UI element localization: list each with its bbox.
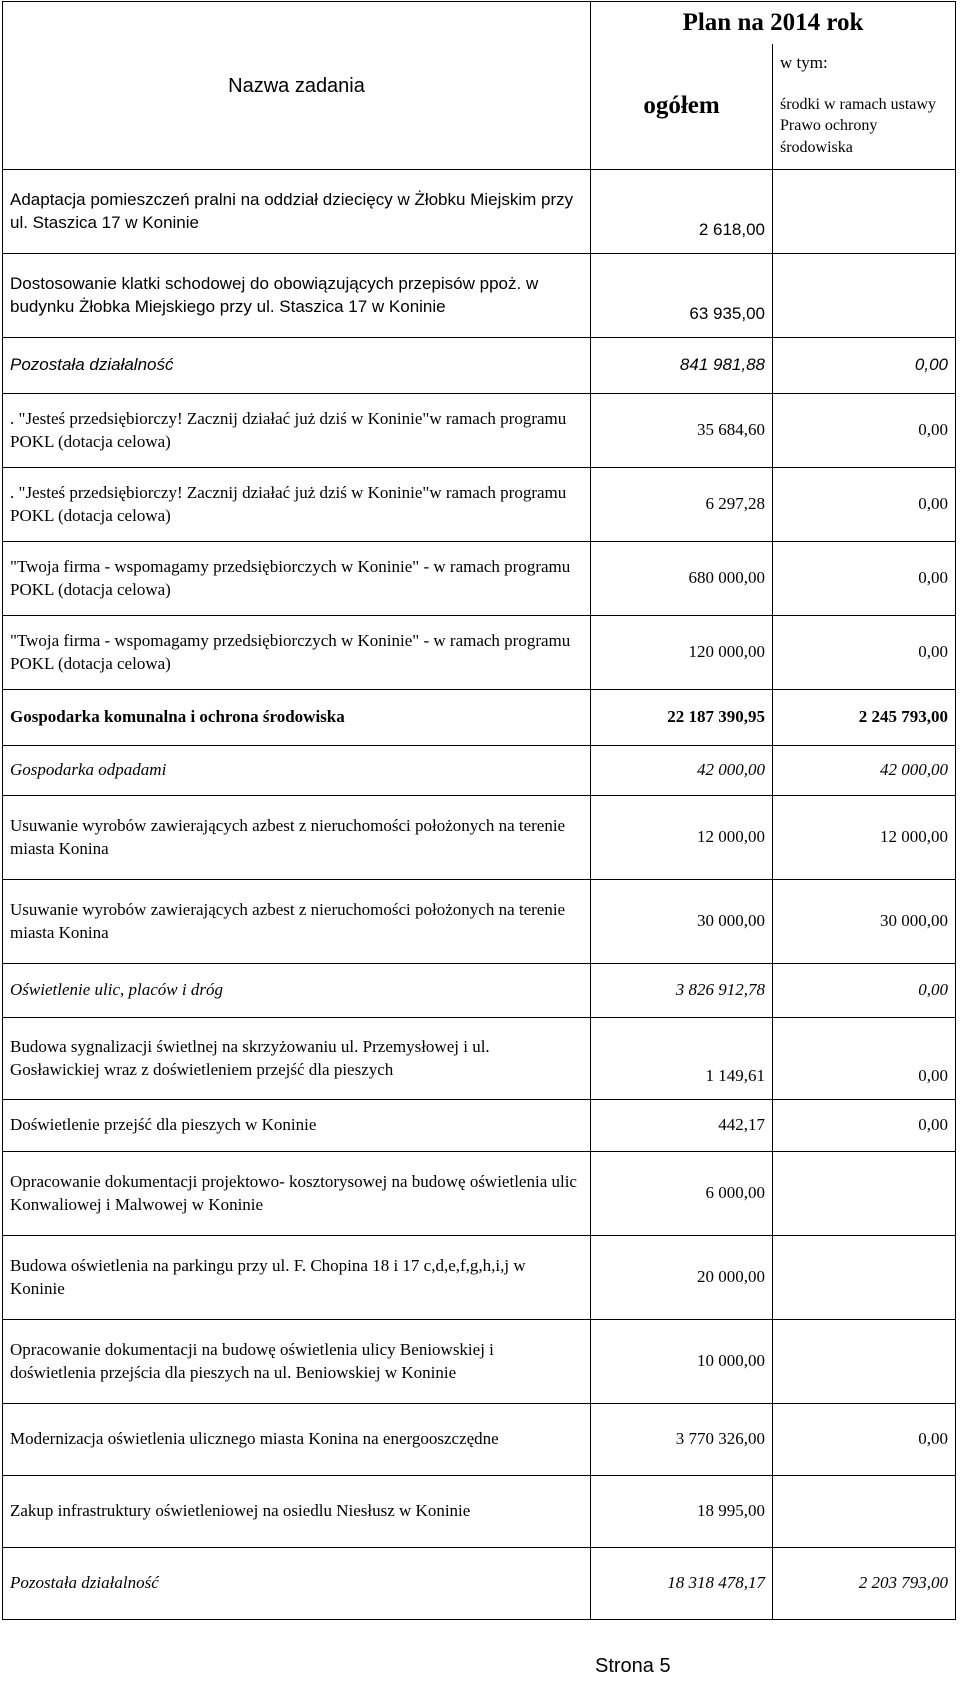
page-number: Strona 5 bbox=[595, 1655, 671, 1677]
table-row bbox=[3, 1476, 956, 1548]
row-funds bbox=[773, 170, 956, 254]
row-funds bbox=[773, 1476, 956, 1548]
row-funds: 0,00 bbox=[773, 1100, 956, 1152]
header-plan-title: Plan na 2014 rok bbox=[591, 2, 956, 44]
row-name: Budowa sygnalizacji świetlnej na skrzyżowaniu ul. Przemysłowej i ul. Gosławickiej wraz z doświetleniem przejść dla pieszych bbox=[3, 1018, 591, 1100]
row-total: 6 000,00 bbox=[591, 1152, 773, 1236]
row-name: Usuwanie wyrobów zawierających azbest z nieruchomości położonych na terenie miasta Konina bbox=[3, 880, 591, 964]
budget-table bbox=[2, 1, 956, 1620]
row-funds: 2 245 793,00 bbox=[773, 690, 956, 746]
row-name: Opracowanie dokumentacji projektowo- kosztorysowej na budowę oświetlenia ulic Konwaliowej i Malwowej w Koninie bbox=[3, 1152, 591, 1236]
table-row bbox=[3, 1100, 956, 1152]
table-row bbox=[3, 1320, 956, 1404]
row-funds: 42 000,00 bbox=[773, 746, 956, 796]
table-row bbox=[3, 254, 956, 338]
header-name bbox=[3, 2, 591, 170]
table-row bbox=[3, 964, 956, 1018]
table-row bbox=[3, 616, 956, 690]
row-funds: 0,00 bbox=[773, 1404, 956, 1476]
table-row bbox=[3, 1548, 956, 1620]
table-row bbox=[3, 542, 956, 616]
row-name: "Twoja firma - wspomagamy przedsiębiorczych w Koninie" - w ramach programu POKL (dotacja celowa) bbox=[3, 542, 591, 616]
row-total: 42 000,00 bbox=[591, 746, 773, 796]
row-funds: 12 000,00 bbox=[773, 796, 956, 880]
header-name-label: Nazwa zadania bbox=[228, 74, 365, 97]
row-name: . "Jesteś przedsiębiorczy! Zacznij działać już dziś w Koninie"w ramach programu POKL (dotacja celowa) bbox=[3, 468, 591, 542]
row-name: Dostosowanie klatki schodowej do obowiązujących przepisów ppoż. w budynku Żłobka Miejskiego przy ul. Staszica 17 w Koninie bbox=[3, 254, 591, 338]
row-total: 120 000,00 bbox=[591, 616, 773, 690]
row-name: Usuwanie wyrobów zawierających azbest z nieruchomości położonych na terenie miasta Konina bbox=[3, 796, 591, 880]
row-total: 20 000,00 bbox=[591, 1236, 773, 1320]
row-total: 30 000,00 bbox=[591, 880, 773, 964]
row-total: 680 000,00 bbox=[591, 542, 773, 616]
row-total: 10 000,00 bbox=[591, 1320, 773, 1404]
row-total: 3 826 912,78 bbox=[591, 964, 773, 1018]
row-name: Modernizacja oświetlenia ulicznego miasta Konina na energooszczędne bbox=[3, 1404, 591, 1476]
table-row bbox=[3, 746, 956, 796]
row-funds: 0,00 bbox=[773, 964, 956, 1018]
table-row bbox=[3, 1018, 956, 1100]
table-row bbox=[3, 1152, 956, 1236]
row-funds: 30 000,00 bbox=[773, 880, 956, 964]
row-funds bbox=[773, 1236, 956, 1320]
row-funds: 0,00 bbox=[773, 542, 956, 616]
row-name: Gospodarka odpadami bbox=[3, 746, 591, 796]
row-total: 12 000,00 bbox=[591, 796, 773, 880]
row-name: Budowa oświetlenia na parkingu przy ul. F. Chopina 18 i 17 c,d,e,f,g,h,i,j w Koninie bbox=[3, 1236, 591, 1320]
row-total: 1 149,61 bbox=[591, 1018, 773, 1100]
table-row bbox=[3, 338, 956, 394]
row-name: Gospodarka komunalna i ochrona środowiska bbox=[3, 690, 591, 746]
header-in-which: w tym: bbox=[773, 44, 956, 84]
header-total: ogółem bbox=[591, 44, 773, 170]
header-funds: środki w ramach ustawy Prawo ochrony środowiska bbox=[773, 84, 956, 170]
row-name: Pozostała działalność bbox=[3, 338, 591, 394]
row-total: 63 935,00 bbox=[591, 254, 773, 338]
table-row bbox=[3, 796, 956, 880]
row-name: Adaptacja pomieszczeń pralni na oddział dziecięcy w Żłobku Miejskim przy ul. Staszica 17 w Koninie bbox=[3, 170, 591, 254]
row-name: Zakup infrastruktury oświetleniowej na osiedlu Niesłusz w Koninie bbox=[3, 1476, 591, 1548]
row-total: 3 770 326,00 bbox=[591, 1404, 773, 1476]
row-funds bbox=[773, 1152, 956, 1236]
row-total: 841 981,88 bbox=[591, 338, 773, 394]
row-name: Oświetlenie ulic, placów i dróg bbox=[3, 964, 591, 1018]
table-row bbox=[3, 394, 956, 468]
table-row bbox=[3, 1404, 956, 1476]
row-funds: 2 203 793,00 bbox=[773, 1548, 956, 1620]
row-total: 18 318 478,17 bbox=[591, 1548, 773, 1620]
row-funds: 0,00 bbox=[773, 616, 956, 690]
table-row bbox=[3, 170, 956, 254]
row-total: 22 187 390,95 bbox=[591, 690, 773, 746]
row-total: 6 297,28 bbox=[591, 468, 773, 542]
table-row bbox=[3, 1236, 956, 1320]
row-name: . "Jesteś przedsiębiorczy! Zacznij działać już dziś w Koninie"w ramach programu POKL (dotacja celowa) bbox=[3, 394, 591, 468]
row-funds: 0,00 bbox=[773, 1018, 956, 1100]
row-funds bbox=[773, 1320, 956, 1404]
row-funds: 0,00 bbox=[773, 394, 956, 468]
row-name: "Twoja firma - wspomagamy przedsiębiorczych w Koninie" - w ramach programu POKL (dotacja celowa) bbox=[3, 616, 591, 690]
row-total: 18 995,00 bbox=[591, 1476, 773, 1548]
row-funds bbox=[773, 254, 956, 338]
row-funds: 0,00 bbox=[773, 468, 956, 542]
table-row bbox=[3, 880, 956, 964]
table-row bbox=[3, 468, 956, 542]
row-name: Opracowanie dokumentacji na budowę oświetlenia ulicy Beniowskiej i doświetlenia przejścia dla pieszych na ul. Beniowskiej w Koninie bbox=[3, 1320, 591, 1404]
row-total: 35 684,60 bbox=[591, 394, 773, 468]
row-funds: 0,00 bbox=[773, 338, 956, 394]
table-row bbox=[3, 690, 956, 746]
row-name: Doświetlenie przejść dla pieszych w Koninie bbox=[3, 1100, 591, 1152]
row-name: Pozostała działalność bbox=[3, 1548, 591, 1620]
row-total: 442,17 bbox=[591, 1100, 773, 1152]
row-total: 2 618,00 bbox=[591, 170, 773, 254]
